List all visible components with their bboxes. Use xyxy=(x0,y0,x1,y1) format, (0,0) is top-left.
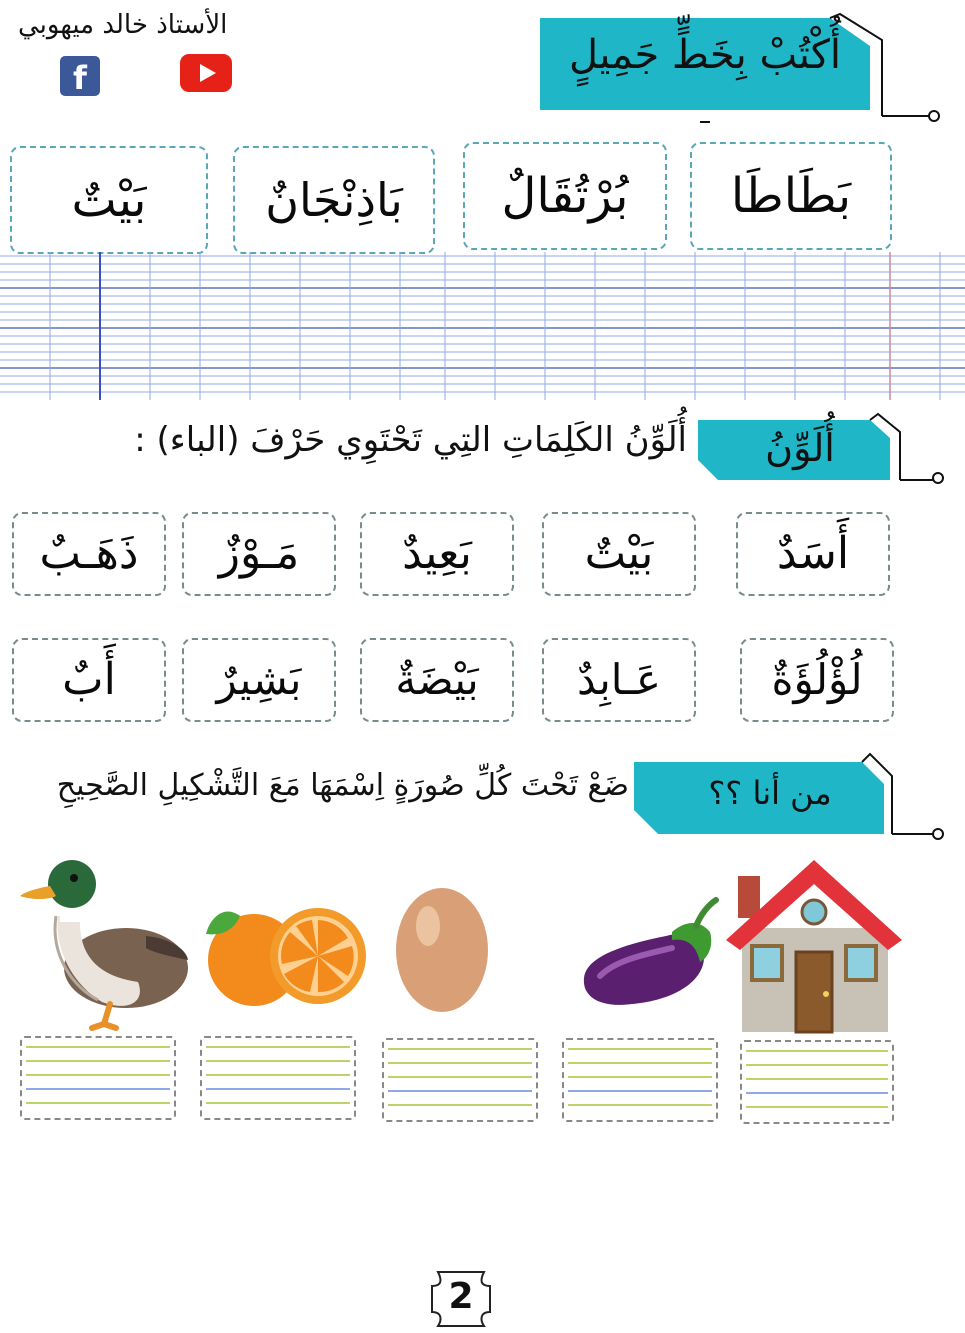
word-box[interactable]: أَسَدٌ xyxy=(736,512,890,596)
writing-grid xyxy=(0,252,965,400)
word-box[interactable]: ذَهَـبٌ xyxy=(12,512,166,596)
word-box[interactable]: أَبٌ xyxy=(12,638,166,722)
word-box[interactable]: بَعِيدٌ xyxy=(360,512,514,596)
house-picture xyxy=(724,858,904,1034)
word-box: بَطَاطَا xyxy=(690,142,892,250)
section3-banner xyxy=(630,748,955,844)
word-box: بُرْتُقَالٌ xyxy=(463,142,667,250)
egg-picture xyxy=(392,880,492,1016)
eggplant-picture xyxy=(576,896,721,1016)
section2-banner xyxy=(690,408,955,488)
youtube-icon[interactable] xyxy=(180,54,232,92)
word-box[interactable]: بَيْتٌ xyxy=(542,512,696,596)
word-box[interactable]: مَـوْزٌ xyxy=(182,512,336,596)
section2-instruction: أُلَوِّنُ الكَلِمَاتِ التِي تَحْتَوِي حَرْفَ (الباء) : xyxy=(134,420,687,460)
answer-box[interactable] xyxy=(200,1036,356,1120)
facebook-icon[interactable]: f xyxy=(60,56,100,96)
word-box[interactable]: بَشِيرٌ xyxy=(182,638,336,722)
section2-tag: أُلَوِّنُ xyxy=(765,426,835,470)
word-box[interactable]: بَيْضَةٌ xyxy=(360,638,514,722)
answer-box[interactable] xyxy=(740,1040,894,1124)
answer-box[interactable] xyxy=(562,1038,718,1122)
word-box: بَيْتٌ xyxy=(10,146,208,254)
word-box[interactable]: لُؤْلُؤَةٌ xyxy=(740,638,894,722)
section1-banner xyxy=(530,10,950,130)
word-box[interactable]: عَـابِدٌ xyxy=(542,638,696,722)
answer-box[interactable] xyxy=(382,1038,538,1122)
answer-box[interactable] xyxy=(20,1036,176,1120)
page-number: 2 xyxy=(448,1276,474,1317)
orange-picture xyxy=(200,898,368,1010)
section3-tag: من أنا ؟؟ xyxy=(708,774,832,812)
teacher-name: الأستاذ خالد ميهوبي xyxy=(18,10,228,40)
section3-instruction: ضَعْ تَحْتَ كُلِّ صُورَةٍ اِسْمَهَا مَعَ التَّشْكِيلِ الصَّحِيحِ xyxy=(56,768,629,803)
duck-picture xyxy=(18,856,190,1032)
word-box: بَاذِنْجَانٌ xyxy=(233,146,435,254)
section1-title: أُكْتُبْ بِخَطٍّ جَمِيلٍ xyxy=(568,32,842,78)
